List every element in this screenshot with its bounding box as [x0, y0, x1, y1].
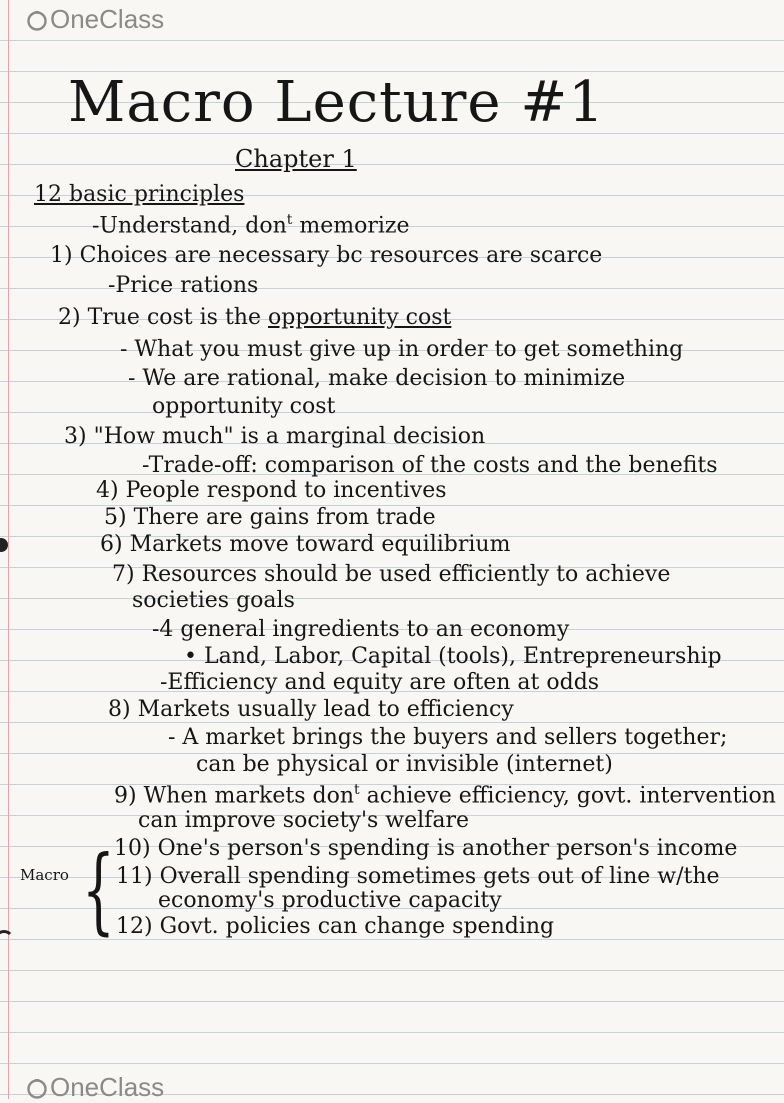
note-line: -Efficiency and equity are often at odds: [160, 670, 600, 695]
brand-name: OneClass: [50, 4, 165, 34]
note-line: - A market brings the buyers and sellers together;: [168, 725, 728, 750]
note-line: 9) When markets don$^t$ achieve efficiency, govt. intervention: [114, 782, 776, 809]
brand-watermark-top: [26, 4, 164, 35]
note-line: - We are rational, make decision to minimize: [128, 366, 626, 391]
page-title: Macro Lecture #1: [68, 70, 605, 135]
chapter-heading: Chapter 1: [235, 145, 357, 173]
oneclass-logo-icon: [26, 9, 48, 31]
note-line: 2) True cost is the opportunity cost: [58, 305, 452, 330]
note-line: • Land, Labor, Capital (tools), Entrepreneurship: [184, 644, 722, 669]
note-line: can be physical or invisible (internet): [196, 752, 613, 777]
note-line: 8) Markets usually lead to efficiency: [108, 697, 514, 722]
oneclass-logo-icon: [26, 1077, 48, 1099]
brand-name: OneClass: [50, 1072, 165, 1102]
note-line: 3) "How much" is a marginal decision: [64, 424, 486, 449]
note-line: 11) Overall spending sometimes gets out of line w/the: [116, 864, 720, 889]
note-line: 5) There are gains from trade: [104, 505, 436, 530]
binder-hole-mark: [0, 538, 8, 552]
note-line: 1) Choices are necessary bc resources are scarce: [50, 243, 603, 268]
note-line: - What you must give up in order to get something: [120, 337, 684, 362]
note-line: 4) People respond to incentives: [96, 478, 447, 503]
brand-watermark-bottom: [26, 1072, 164, 1103]
binder-hole-mark: [0, 930, 14, 950]
note-line: opportunity cost: [152, 394, 336, 419]
note-line: 12) Govt. policies can change spending: [116, 914, 555, 939]
side-label-macro: Macro: [20, 866, 69, 884]
note-line: can improve society's welfare: [138, 808, 469, 833]
note-line: 12 basic principles: [34, 182, 245, 207]
note-line: -4 general ingredients to an economy: [152, 617, 570, 642]
note-line: 6) Markets move toward equilibrium: [100, 532, 511, 557]
macro-brace: {: [82, 836, 115, 945]
note-line: -Trade-off: comparison of the costs and the benefits: [142, 453, 718, 478]
note-line: societies goals: [132, 588, 295, 613]
note-line: -Price rations: [108, 273, 259, 298]
note-line: 10) One's person's spending is another person's income: [114, 836, 738, 861]
note-line: economy's productive capacity: [158, 888, 502, 913]
note-line: -Understand, don$^t$ memorize: [92, 212, 410, 239]
note-line: 7) Resources should be used efficiently to achieve: [112, 562, 671, 587]
